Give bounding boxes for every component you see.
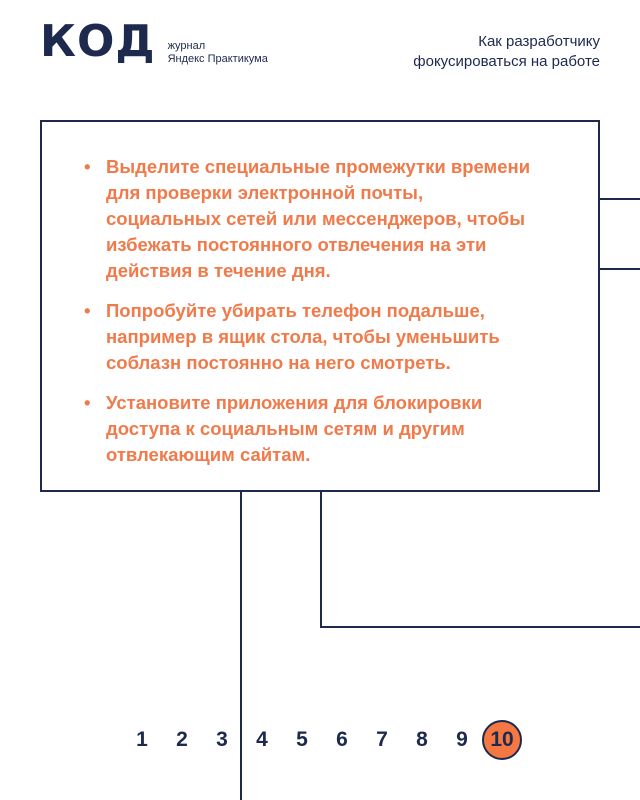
page-number-10-current[interactable]: 10: [482, 720, 522, 760]
page-number-1[interactable]: 1: [136, 728, 148, 751]
connector-line-right-top: [600, 198, 640, 200]
tip-item: [84, 390, 534, 468]
bullet-icon: •: [84, 300, 91, 321]
page-number-5[interactable]: 5: [296, 728, 308, 751]
page-number-2[interactable]: 2: [176, 728, 188, 751]
bullet-icon: •: [84, 392, 91, 413]
header-title-line2: фокусироваться на работе: [413, 53, 600, 70]
logo-subtitle-line2: Яндекс Практикума: [167, 53, 268, 65]
brand-logo: [40, 16, 268, 67]
logo-mark: КОД: [40, 16, 156, 67]
page-number-8[interactable]: 8: [416, 728, 428, 751]
header-title-line1: Как разработчику: [478, 33, 600, 50]
connector-line-right-bottom: [600, 268, 640, 270]
page-number-7[interactable]: 7: [376, 728, 388, 751]
tip-item: [84, 298, 534, 376]
tip-item: [84, 154, 534, 284]
page-number-4[interactable]: 4: [256, 728, 268, 751]
logo-subtitle: [168, 40, 268, 66]
tips-card: [40, 120, 600, 492]
page-number-3[interactable]: 3: [216, 728, 228, 751]
connector-line-vertical-middle: [320, 492, 322, 628]
page-number-9[interactable]: 9: [456, 728, 468, 751]
tip-text: Выделите специальные промежутки времени для проверки электронной почты, социальных сетей или мессенджеров, чтобы избежать постоянного отвлечения на эти действия в течение дня.: [106, 156, 531, 281]
tip-text: Попробуйте убирать телефон подальше, например в ящик стола, чтобы уменьшить соблазн постоянно на него смотреть.: [106, 300, 500, 373]
tips-list: [84, 154, 534, 482]
pagination: [122, 720, 522, 760]
page-number-6[interactable]: 6: [336, 728, 348, 751]
bullet-icon: •: [84, 156, 91, 177]
header-title: [340, 32, 600, 72]
tip-text: Установите приложения для блокировки доступа к социальным сетям и другим отвлекающим сайтам.: [106, 392, 483, 465]
logo-subtitle-line1: журнал: [167, 40, 206, 52]
connector-line-horizontal-middle: [320, 626, 640, 628]
